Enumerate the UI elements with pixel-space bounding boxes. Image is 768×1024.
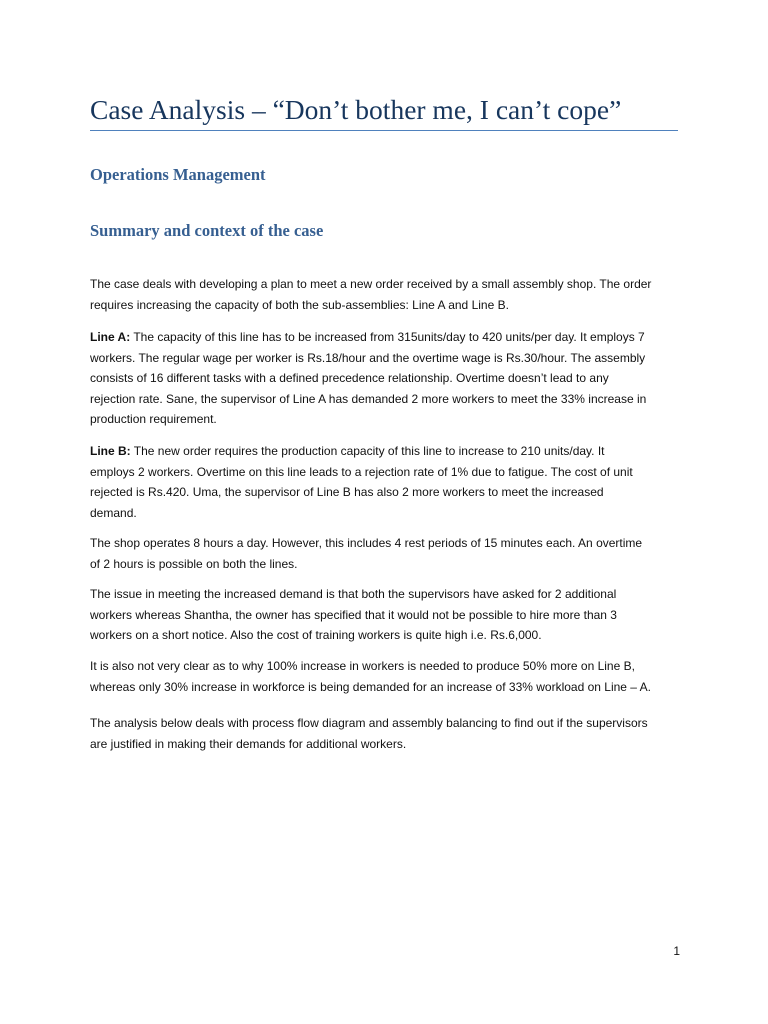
paragraph-shop-hours bbox=[90, 533, 680, 574]
text-line: demand. bbox=[90, 505, 137, 520]
text-line: The shop operates 8 hours a day. However, this includes 4 rest periods of 15 minutes each. An overtime bbox=[90, 536, 643, 550]
text-line: workers on a short notice. Also the cost of training workers is quite high i.e. Rs.6,000. bbox=[90, 628, 542, 642]
text-line-rest: The capacity of this line has to be increased from 315units/day to 420 units/per day. It employs 7 bbox=[130, 330, 645, 344]
paragraph-analysis-intro bbox=[90, 713, 680, 754]
text-line: The case deals with developing a plan to meet a new order received by a small assembly shop. The order bbox=[90, 277, 652, 291]
paragraph-lead-label: Line A: bbox=[90, 330, 131, 344]
paragraph-lead-label: Line B: bbox=[90, 444, 131, 458]
paragraph-issue bbox=[90, 584, 680, 646]
document-title: Case Analysis – “Don’t bother me, I can’t cope” bbox=[90, 94, 622, 125]
text-line: of 2 hours is possible on both the lines. bbox=[90, 556, 298, 571]
text-line: are justified in making their demands for additional workers. bbox=[90, 736, 407, 751]
text-line: The analysis below deals with process flow diagram and assembly balancing to find out if the supervisors bbox=[90, 716, 648, 730]
text-line bbox=[90, 327, 680, 348]
paragraph-line-b bbox=[90, 441, 680, 523]
text-line: rejection rate. Sane, the supervisor of Line A has demanded 2 more workers to meet the 33% increase in bbox=[90, 391, 647, 406]
section-heading: Summary and context of the case bbox=[90, 221, 324, 240]
text-line: workers whereas Shantha, the owner has specified that it would not be possible to hire more than 3 bbox=[90, 607, 617, 622]
subtitle-heading: Operations Management bbox=[90, 165, 266, 184]
text-line: whereas only 30% increase in workforce is being demanded for an increase of 33% workload on Line – A. bbox=[90, 679, 651, 694]
text-line: consists of 16 different tasks with a defined precedence relationship. Overtime doesn’t lead to any bbox=[90, 371, 609, 385]
text-line: It is also not very clear as to why 100% increase in workers is needed to produce 50% more on Line B, bbox=[90, 659, 635, 673]
title-underline-rule bbox=[90, 130, 678, 131]
text-line: requires increasing the capacity of both the sub-assemblies: Line A and Line B. bbox=[90, 297, 509, 312]
text-line: workers. The regular wage per worker is Rs.18/hour and the overtime wage is Rs.30/hour. The assembly bbox=[90, 350, 646, 365]
text-line: production requirement. bbox=[90, 412, 217, 426]
text-line-rest: The new order requires the production capacity of this line to increase to 210 units/day. It bbox=[130, 444, 605, 458]
paragraph-workforce-question bbox=[90, 656, 680, 697]
text-line: rejected is Rs.420. Uma, the supervisor of Line B has also 2 more workers to meet the increased bbox=[90, 485, 604, 499]
text-line: The issue in meeting the increased demand is that both the supervisors have asked for 2 additional bbox=[90, 587, 617, 601]
text-line: employs 2 workers. Overtime on this line leads to a rejection rate of 1% due to fatigue. The cost of unit bbox=[90, 464, 633, 479]
paragraph-line-a bbox=[90, 327, 680, 430]
paragraph-intro bbox=[90, 274, 680, 315]
text-line bbox=[90, 441, 680, 462]
page-number: 1 bbox=[673, 944, 680, 958]
